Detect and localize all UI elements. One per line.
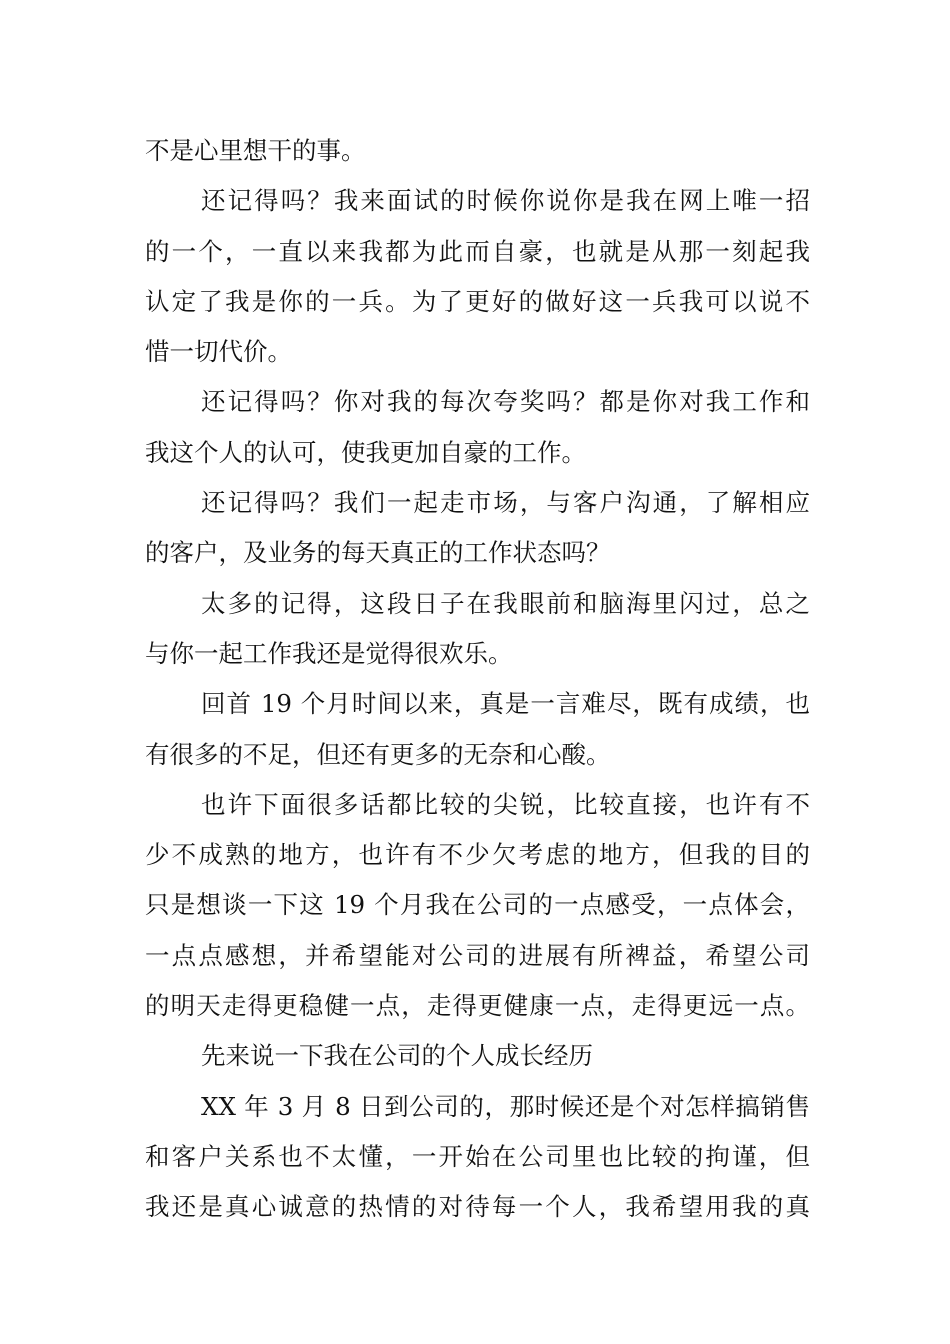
text-line: 的客户，及业务的每天真正的工作状态吗？	[145, 538, 611, 568]
text-line: 与你一起工作我还是觉得很欢乐。	[145, 638, 513, 668]
text-line: 和客户关系也不太懂，一开始在公司里也比较的拘谨，但	[145, 1141, 810, 1171]
text-line: 认定了我是你的一兵。为了更好的做好这一兵我可以说不	[145, 286, 810, 316]
section-heading: 先来说一下我在公司的个人成长经历	[201, 1041, 593, 1071]
text-line: 一点点感想，并希望能对公司的进展有所裨益，希望公司	[145, 940, 810, 970]
paragraph-first-line: 也许下面很多话都比较的尖锐，比较直接，也许有不	[201, 789, 810, 819]
paragraph-first-line: 回首 19 个月时间以来，真是一言难尽，既有成绩，也	[201, 689, 810, 719]
paragraph-first-line: 还记得吗？我来面试的时候你说你是我在网上唯一招	[201, 186, 810, 216]
text-line: 的一个，一直以来我都为此而自豪，也就是从那一刻起我	[145, 236, 810, 266]
paragraph-first-line: 太多的记得，这段日子在我眼前和脑海里闪过，总之	[201, 588, 810, 618]
paragraph-first-line: 还记得吗？你对我的每次夸奖吗？都是你对我工作和	[201, 387, 810, 417]
text-line: 少不成熟的地方，也许有不少欠考虑的地方，但我的目的	[145, 840, 810, 870]
text-line: 我还是真心诚意的热情的对待每一个人，我希望用我的真	[145, 1192, 810, 1222]
paragraph-first-line: 还记得吗？我们一起走市场，与客户沟通，了解相应	[201, 488, 810, 518]
document-body	[145, 126, 810, 1233]
text-line: 的明天走得更稳健一点，走得更健康一点，走得更远一点。	[145, 991, 810, 1021]
text-line: 不是心里想干的事。	[145, 136, 366, 165]
text-line: 有很多的不足，但还有更多的无奈和心酸。	[145, 739, 611, 769]
paragraph-first-line: XX 年 3 月 8 日到公司的，那时候还是个对怎样搞销售	[201, 1091, 810, 1121]
text-line: 惜一切代价。	[145, 337, 292, 367]
text-line: 只是想谈一下这 19 个月我在公司的一点感受，一点体会，	[145, 890, 810, 920]
text-line: 我这个人的认可，使我更加自豪的工作。	[145, 437, 586, 467]
